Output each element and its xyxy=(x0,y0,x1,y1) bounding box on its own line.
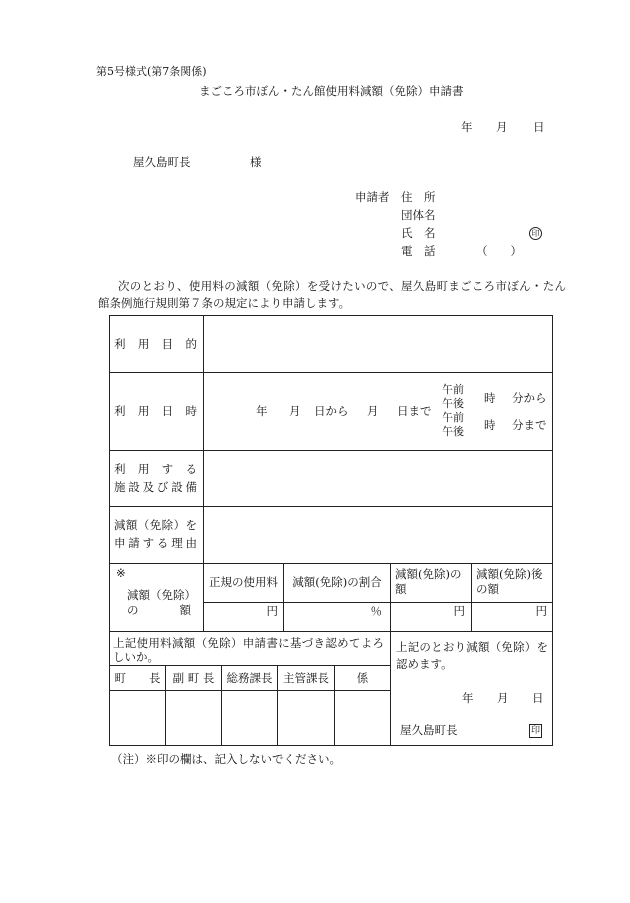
start-minute-label: 分から xyxy=(512,391,547,405)
mayor-seal: 印 xyxy=(530,726,540,736)
date-year-label: 年 xyxy=(461,120,473,134)
regular-fee-header: 正規の使用料 xyxy=(209,575,278,589)
date-month-label: 月 xyxy=(496,120,508,134)
start-pm-label: 午後 xyxy=(442,397,464,410)
approval-question-line-2: しいか。 xyxy=(113,650,159,664)
reason-label-line-1: 減額（免除）を xyxy=(114,518,197,532)
decision-line-2: 認めます。 xyxy=(396,657,453,671)
end-pm-label: 午後 xyxy=(442,425,464,438)
role-department-chief: 主管課長 xyxy=(283,671,329,685)
reduction-amount-header-line-1: 減額(免除)の xyxy=(395,567,462,581)
decision-date-year: 年 xyxy=(462,691,474,705)
role-general-affairs-chief: 総務課長 xyxy=(226,671,273,685)
datetime-label: 利 用 日 時 xyxy=(114,404,197,418)
start-am-label: 午前 xyxy=(442,383,464,396)
decision-line-1: 上記のとおり減額（免除）を xyxy=(396,640,548,654)
addressee-name: 屋久島町長 xyxy=(133,155,191,169)
applicant-name-label: 氏 名 xyxy=(401,226,436,240)
after-reduction-header-line-1: 減額(免除)後 xyxy=(476,567,543,581)
datetime-day-to: 日まで xyxy=(397,404,432,418)
applicant-phone-label: 電 話 xyxy=(401,244,436,258)
date-day-label: 日 xyxy=(533,120,545,134)
datetime-month-to: 月 xyxy=(367,404,379,418)
datetime-month-from: 月 xyxy=(289,404,301,418)
reason-label-line-2: 申請する理由 xyxy=(114,536,197,550)
amount-label-line-2: の 額 xyxy=(127,603,191,617)
datetime-day-from: 日から xyxy=(314,404,349,418)
seal-mark-icon xyxy=(529,226,542,240)
office-use-mark: ※ xyxy=(116,566,126,580)
intro-line-1: 次のとおり、使用料の減額（免除）を受けたいので、屋久島町まごころ市ぼん・たん xyxy=(118,279,566,293)
decision-date-day: 日 xyxy=(532,691,544,705)
reduction-amount-unit: 円 xyxy=(453,604,465,618)
applicant-seal: 印 xyxy=(529,227,542,240)
form-title: まごころ市ぼん・たん館使用料減額（免除）申請書 xyxy=(199,84,464,98)
end-am-label: 午前 xyxy=(442,411,464,424)
form-number: 第5号様式(第7条関係) xyxy=(96,65,207,78)
applicant-phone-parentheses: （ ） xyxy=(476,244,522,258)
role-staff: 係 xyxy=(356,671,369,685)
applicant-group-label: 団体名 xyxy=(401,208,436,222)
reduction-rate-header: 減額(免除)の割合 xyxy=(292,575,382,589)
start-hour-label: 時 xyxy=(484,391,496,405)
mayor-seal-icon xyxy=(529,723,542,738)
intro-line-2: 館条例施行規則第７条の規定により申請します。 xyxy=(98,296,351,310)
applicant-address-label: 住 所 xyxy=(401,190,436,204)
end-minute-label: 分まで xyxy=(512,418,547,432)
reduction-amount-header-line-2: 額 xyxy=(395,582,407,596)
facilities-label-line-1: 利 用 す る xyxy=(114,462,197,476)
decision-mayor: 屋久島町長 xyxy=(400,723,458,737)
end-hour-label: 時 xyxy=(484,418,496,432)
role-mayor: 町 長 xyxy=(114,671,161,685)
regular-fee-unit: 円 xyxy=(266,604,278,618)
datetime-year: 年 xyxy=(256,404,268,418)
purpose-label: 利 用 目 的 xyxy=(114,337,197,351)
facilities-label-line-2: 施設及び設備 xyxy=(114,480,197,494)
role-deputy-mayor: 副 町 長 xyxy=(172,671,215,685)
applicant-label: 申請者 xyxy=(355,190,390,204)
after-reduction-header-line-2: の額 xyxy=(476,582,499,596)
after-reduction-unit: 円 xyxy=(535,604,547,618)
amount-label-line-1: 減額（免除） xyxy=(127,588,196,602)
reduction-rate-unit: ％ xyxy=(370,604,382,618)
approval-question-line-1: 上記使用料減額（免除）申請書に基づき認めてよろ xyxy=(113,636,384,650)
decision-date-month: 月 xyxy=(497,691,509,705)
addressee-honorific: 様 xyxy=(250,155,262,169)
footnote: （注）※印の欄は、記入しないでください。 xyxy=(111,752,341,766)
